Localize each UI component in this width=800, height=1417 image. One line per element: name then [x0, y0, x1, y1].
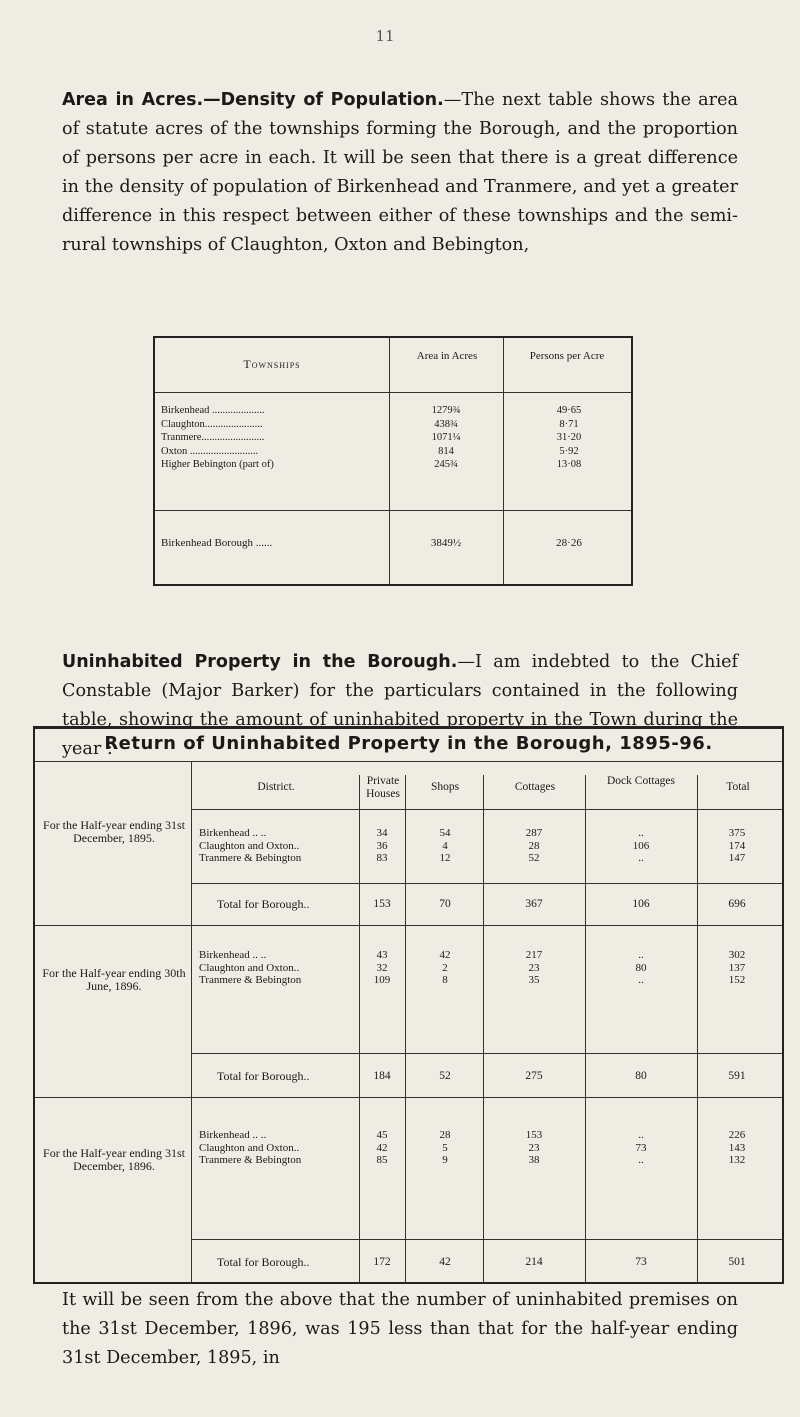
header-cottages: Cottages [514, 781, 556, 793]
township-density: 31·20 [556, 432, 582, 443]
period-label: For the Half-year ending 31st December, 1895. [43, 818, 185, 845]
dock-cottages-value: .. [638, 827, 644, 839]
dock-cottages-value: .. [638, 949, 644, 961]
total-cottages: 214 [525, 1256, 543, 1268]
cottages-value: 153 [525, 1129, 543, 1141]
total-values [697, 827, 777, 865]
paragraph-text: —The next table shows the area of statute acres of the townships forming the Borough, and the proportion of persons per acre in each. It will be seen that there is a great difference in the density of population of Birkenhead and Tranmere, and yet a greater difference in this respect between either of these townships and the semi-rural townships of Claughton, Oxton and Bebington, [62, 90, 738, 255]
period-label: For the Half-year ending 30th June, 1896. [42, 966, 186, 993]
private-houses-values [361, 827, 403, 865]
private-houses-value: 109 [373, 974, 391, 986]
cottages-value: 287 [525, 827, 543, 839]
total-value: 302 [728, 949, 746, 961]
uninhabited-property-table [33, 726, 784, 1284]
density-column [507, 404, 631, 472]
shops-value: 4 [442, 839, 448, 852]
shops-values [407, 827, 483, 865]
township-names-column [161, 404, 389, 472]
total-cottages: 275 [525, 1070, 543, 1082]
district-name: Tranmere & Bebington [199, 1154, 302, 1166]
dock-cottages-values [585, 949, 697, 987]
district-name: Claughton and Oxton.. [199, 1141, 300, 1154]
area-density-table [153, 336, 633, 586]
total-shops: 52 [439, 1070, 451, 1082]
township-name: Higher Bebington (part of) [161, 459, 274, 470]
total-dock-cottages: 80 [635, 1070, 647, 1082]
district-list [199, 949, 354, 987]
header-density: Persons per Acre [529, 350, 605, 362]
shops-value: 54 [439, 827, 451, 839]
table-title: Return of Uninhabited Property in the Borough, 1895-96. [104, 733, 713, 754]
paragraph-conclusion: It will be seen from the above that the number of uninhabited premises on the 31st December, 1896, was 195 less than that for the half-year ending 31st December, 1895, in [62, 1290, 738, 1368]
district-list [199, 827, 354, 865]
district-name: Birkenhead .. .. [199, 827, 267, 839]
total-shops: 42 [439, 1256, 451, 1268]
total-value: 137 [728, 961, 746, 974]
total-private-houses: 153 [373, 898, 391, 910]
township-density: 8·71 [559, 418, 579, 430]
total-for-borough-label: Total for Borough.. [217, 897, 310, 911]
total-dock-cottages: 106 [632, 898, 650, 910]
header-townships: Townships [243, 357, 301, 371]
dock-cottages-value: .. [638, 852, 644, 864]
total-value: 174 [728, 839, 746, 852]
private-houses-values [361, 1129, 403, 1167]
district-name: Claughton and Oxton.. [199, 839, 300, 852]
total-shops: 70 [439, 898, 451, 910]
paragraph-area-density [62, 86, 738, 260]
total-value: 132 [728, 1154, 746, 1166]
total-row-label: Birkenhead Borough ...... [161, 537, 273, 549]
cottages-value: 38 [528, 1154, 540, 1166]
header-total: Total [726, 781, 750, 793]
total-value: 152 [728, 974, 746, 986]
total-private-houses: 172 [373, 1256, 391, 1268]
total-all: 501 [728, 1256, 746, 1268]
district-name: Birkenhead .. .. [199, 1129, 267, 1141]
area-column [391, 404, 501, 472]
township-area: 438¾ [434, 418, 458, 430]
township-density: 49·65 [556, 405, 582, 416]
total-value: 143 [728, 1141, 746, 1154]
shops-values [407, 949, 483, 987]
dock-cottages-value: .. [638, 974, 644, 986]
total-values [697, 949, 777, 987]
cottages-value: 23 [528, 961, 540, 974]
total-private-houses: 184 [373, 1070, 391, 1082]
paragraph-heading: Uninhabited Property in the Borough. [62, 652, 458, 672]
cottages-value: 23 [528, 1141, 540, 1154]
township-area: 245¾ [434, 459, 458, 470]
private-houses-value: 45 [376, 1129, 388, 1141]
district-name: Claughton and Oxton.. [199, 961, 300, 974]
dock-cottages-value: 80 [635, 961, 647, 974]
paragraph-text: —I am indebted to the Chief Constable (Major Barker) for the particulars contained in the following table, showing the amount of uninhabited property in the Town during the year : [62, 652, 738, 759]
total-all: 696 [728, 898, 746, 910]
township-area: 1071¼ [431, 432, 461, 443]
township-name: Birkenhead .................... [161, 405, 265, 416]
dock-cottages-value: 106 [632, 839, 650, 852]
shops-value: 9 [442, 1154, 448, 1166]
total-value: 147 [728, 852, 746, 864]
paragraph-heading: Area in Acres.—Density of Population. [62, 90, 444, 110]
period-label: For the Half-year ending 31st December, 1896. [43, 1146, 185, 1173]
private-houses-value: 32 [376, 961, 388, 974]
private-houses-value: 34 [376, 827, 388, 839]
total-values [697, 1129, 777, 1167]
township-density: 13·08 [556, 459, 582, 470]
shops-value: 5 [442, 1141, 448, 1154]
cottages-value: 28 [528, 839, 540, 852]
total-cottages: 367 [525, 898, 543, 910]
township-density: 5·92 [559, 445, 579, 457]
header-private-houses: Private Houses [366, 775, 400, 800]
dock-cottages-values [585, 827, 697, 865]
header-district: District. [257, 781, 295, 793]
dock-cottages-value: .. [638, 1154, 644, 1166]
total-for-borough-label: Total for Borough.. [217, 1069, 310, 1083]
dock-cottages-value: 73 [635, 1141, 647, 1154]
dock-cottages-values [585, 1129, 697, 1167]
private-houses-value: 36 [376, 839, 388, 852]
header-shops: Shops [430, 781, 460, 793]
total-all: 591 [728, 1070, 746, 1082]
township-name: Tranmere........................ [161, 432, 265, 443]
total-row-density: 28·26 [556, 537, 582, 549]
dock-cottages-value: .. [638, 1129, 644, 1141]
cottages-values [483, 1129, 585, 1167]
page-number: 11 [375, 27, 395, 45]
shops-values [407, 1129, 483, 1167]
total-value: 375 [728, 827, 746, 839]
township-name: Oxton .......................... [161, 445, 259, 457]
private-houses-value: 85 [376, 1154, 388, 1166]
total-row-area: 3849½ [430, 537, 462, 549]
cottages-value: 35 [528, 974, 540, 986]
shops-value: 28 [439, 1129, 451, 1141]
total-for-borough-label: Total for Borough.. [217, 1255, 310, 1269]
private-houses-value: 83 [376, 852, 388, 864]
shops-value: 12 [439, 852, 451, 864]
cottages-value: 217 [525, 949, 543, 961]
district-name: Birkenhead .. .. [199, 949, 267, 961]
private-houses-value: 43 [376, 949, 388, 961]
header-dock-cottages: Dock Cottages [606, 775, 676, 787]
district-name: Tranmere & Bebington [199, 852, 302, 864]
cottages-values [483, 949, 585, 987]
township-area: 814 [438, 445, 454, 457]
total-dock-cottages: 73 [635, 1256, 647, 1268]
district-name: Tranmere & Bebington [199, 974, 302, 986]
private-houses-value: 42 [376, 1141, 388, 1154]
total-value: 226 [728, 1129, 746, 1141]
cottages-value: 52 [528, 852, 540, 864]
cottages-values [483, 827, 585, 865]
township-area: 1279¾ [431, 405, 461, 416]
private-houses-values [361, 949, 403, 987]
township-name: Claughton...................... [161, 418, 263, 430]
shops-value: 8 [442, 974, 448, 986]
shops-value: 42 [439, 949, 451, 961]
district-list [199, 1129, 354, 1167]
header-area: Area in Acres [416, 350, 478, 362]
shops-value: 2 [442, 961, 448, 974]
